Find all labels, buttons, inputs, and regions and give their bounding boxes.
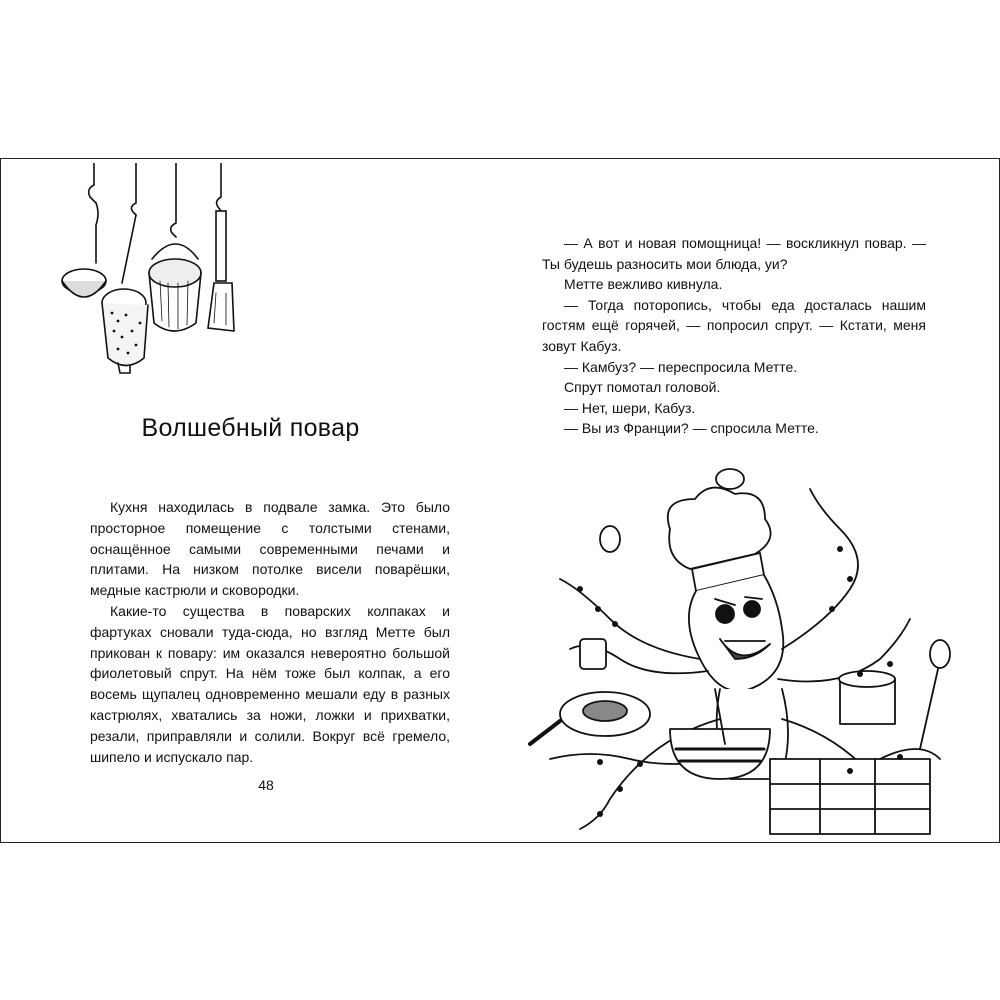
dialogue-line: — Тогда поторопись, чтобы еда досталась нашим гостям ещё горячей, — попросил спрут. — Кстати, меня зовут Кабуз. xyxy=(542,296,926,354)
hanging-utensils-illustration xyxy=(56,163,256,388)
right-page xyxy=(500,159,999,842)
left-page xyxy=(1,159,500,842)
paragraph-1: Кухня находилась в подвале замка. Это было просторное помещение с толстыми стенами, оснащённое самыми современными печами и плитами. На низком потолке висели поварёшки, медные кастрюли и сковородки. xyxy=(90,499,450,599)
dialogue-line: Спрут помотал головой. xyxy=(564,379,721,396)
dialogue-text xyxy=(542,233,926,439)
dialogue-line: — Вы из Франции? — спросила Метте. xyxy=(564,420,819,437)
octopus-chef-illustration xyxy=(520,459,980,839)
chapter-title: Волшебный повар xyxy=(141,414,360,442)
dialogue-line: — А вот и новая помощница! — воскликнул повар. — Ты будешь разносить мои блюда, уи? xyxy=(542,235,926,272)
book-spread xyxy=(0,158,1000,843)
paragraph-2: Какие-то существа в поварских колпаках и фартуках сновали туда-сюда, но взгляд Метте был прикован к повару: им оказался невероятно большой фиолетовый спрут. На нём тоже был колпак, а его восемь щупалец одновременно мешали еду в разных кастрюлях, хватались за ножи, ложки и прихватки, резали, приправляли и солили. Вокруг всё гремело, шипело и испускало пар. xyxy=(90,602,450,765)
dialogue-line: — Нет, шери, Кабуз. xyxy=(564,399,696,416)
body-text xyxy=(90,497,450,767)
dialogue-line: Метте вежливо кивнула. xyxy=(564,276,723,293)
dialogue-line: — Камбуз? — переспросила Метте. xyxy=(564,358,798,375)
page-number: 48 xyxy=(258,777,274,793)
